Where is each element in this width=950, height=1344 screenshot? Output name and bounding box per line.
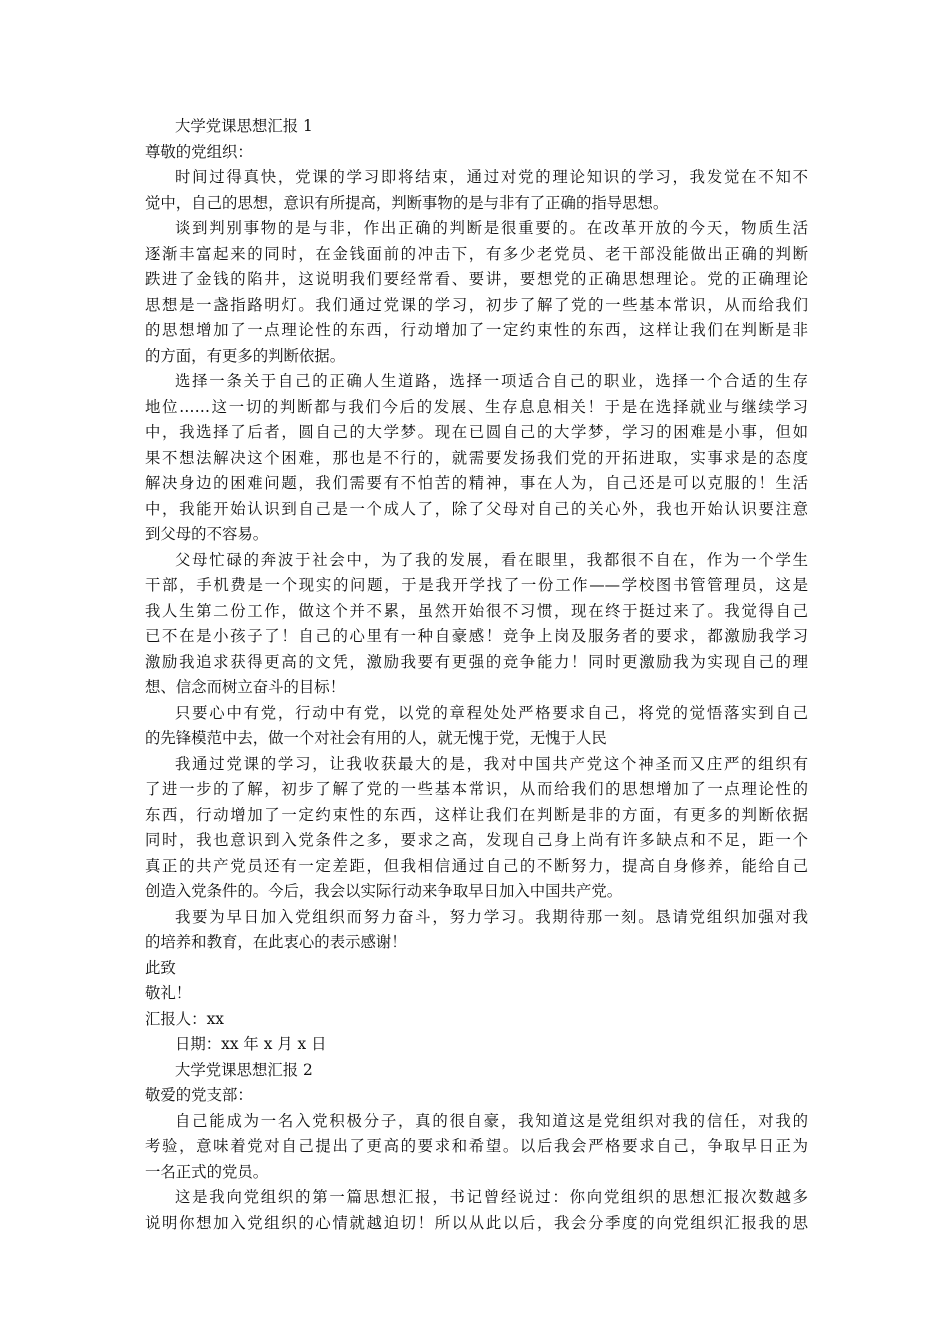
text-line: 已不在是小孩子了！自己的心里有一种自豪感！竞争上岗及服务者的要求，都激励我学习 <box>145 627 808 645</box>
text-line: 的思想增加了一点理论性的东西，行动增加了一定约束性的东西，这样让我们在判断是非 <box>145 321 808 339</box>
text-line: 到父母的不容易。 <box>145 525 269 543</box>
report2-paragraph-2 <box>145 1185 808 1236</box>
text-line: 了进一步的了解，初步了解了党的一些基本常识，从而给我们的思想增加了一点理论性的 <box>145 780 808 798</box>
text-line: 的培养和教育，在此衷心的表示感谢！ <box>145 933 407 951</box>
text-line: 同时，我也意识到入党条件之多，要求之高，发现自己身上尚有许多缺点和不足，距一个 <box>145 831 808 849</box>
text-line: 思想是一盏指路明灯。我们通过党课的学习，初步了解了党的一些基本常识，从而给我们 <box>145 295 808 314</box>
text-line: 跌进了金钱的陷井，这说明我们要经常看、要讲，要想党的正确思想理论。党的正确理论 <box>145 270 808 288</box>
report1-paragraph-2 <box>145 216 808 369</box>
text-line: 谈到判别事物的是与非，作出正确的判断是很重要的。在改革开放的今天，物质生活 <box>175 219 808 237</box>
text-line: 说明你想加入党组织的心情就越迫切！所以从此以后，我会分季度的向党组织汇报我的思 <box>145 1213 808 1232</box>
text-line: 中，我选择了后者，圆自己的大学梦。现在已圆自己的大学梦，学习的困难是小事，但如 <box>145 423 808 441</box>
text-line: 时间过得真快，党课的学习即将结束，通过对党的理论知识的学习，我发觉在不知不 <box>175 168 808 186</box>
report2-paragraph-1 <box>145 1109 808 1186</box>
text-line: 解决身边的困难问题，我们需要有不怕苦的精神，事在人为，自己还是可以克服的！生活 <box>145 474 808 492</box>
text-line: 觉中，自己的思想，意识有所提高，判断事物的是与非有了正确的指导思想。 <box>145 193 669 212</box>
text-line: 我通过党课的学习，让我收获最大的是，我对中国共产党这个神圣而又庄严的组织有 <box>175 754 808 773</box>
date-line: 日期：xx 年 x 月 x 日 <box>175 1035 327 1053</box>
text-line: 考验，意味着党对自己提出了更高的要求和希望。以后我会严格要求自己，争取早日正为 <box>145 1137 808 1155</box>
text-line: 逐渐丰富起来的同时，在金钱面前的冲击下，有多少老党员、老干部没能做出正确的判断 <box>145 244 808 263</box>
text-line: 这是我向党组织的第一篇思想汇报，书记曾经说过：你向党组织的思想汇报次数越多 <box>175 1188 808 1206</box>
text-line: 中，我能开始认识到自己是一个成人了，除了父母对自己的关心外，我也开始认识要注意 <box>145 499 808 518</box>
text-line: 我要为早日加入党组织而努力奋斗，努力学习。我期待那一刻。恳请党组织加强对我 <box>175 907 808 926</box>
report1-paragraph-1 <box>145 165 808 216</box>
report1-paragraph-3 <box>145 369 808 548</box>
text-line: 父母忙碌的奔波于社会中，为了我的发展，看在眼里，我都很不自在，作为一个学生 <box>175 550 808 569</box>
text-line: 的方面，有更多的判断依据。 <box>145 346 346 365</box>
text-line: 干部，手机费是一个现实的问题，于是我开学找了一份工作——学校图书管管理员，这是 <box>145 576 808 594</box>
report1-paragraph-6 <box>145 752 808 905</box>
report2-title: 大学党课思想汇报 2 <box>175 1060 313 1079</box>
text-line: 果不想法解决这个困难，那也是不行的，就需要发扬我们党的开拓进取，实事求是的态度 <box>145 448 808 467</box>
text-line: 想、信念而树立奋斗的目标！ <box>145 678 346 696</box>
text-line: 只要心中有党，行动中有党，以党的章程处处严格要求自己，将党的觉悟落实到自己 <box>175 703 808 722</box>
reporter-line: 汇报人：xx <box>145 1009 224 1028</box>
report1-paragraph-4 <box>145 548 808 701</box>
text-line: 自己能成为一名入党积极分子，真的很自豪，我知道这是党组织对我的信任，对我的 <box>175 1111 808 1130</box>
text-line: 创造入党条件的。今后，我会以实际行动来争取早日加入中国共产党。 <box>145 882 623 900</box>
document-page <box>145 114 808 1236</box>
text-line: 激励我追求获得更高的文凭，激励我要有更强的竞争能力！同时更激励我为实现自己的理 <box>145 652 808 671</box>
closing-line-1: 此致 <box>145 958 176 977</box>
report1-title: 大学党课思想汇报 1 <box>175 117 313 135</box>
text-line: 我人生第二份工作，做这个并不累，虽然开始很不习惯，现在终于挺过来了。我觉得自己 <box>145 601 808 620</box>
text-line: 真正的共产党员还有一定差距，但我相信通过自己的不断努力，提高自身修养，能给自己 <box>145 856 808 875</box>
text-line: 地位……这一切的判断都与我们今后的发展、生存息息相关！于是在选择就业与继续学习 <box>145 397 808 416</box>
text-line: 一名正式的党员。 <box>145 1162 269 1181</box>
report1-paragraph-7 <box>145 905 808 956</box>
report1-paragraph-5 <box>145 701 808 752</box>
report2-salutation: 敬爱的党支部： <box>145 1086 253 1104</box>
text-line: 选择一条关于自己的正确人生道路，选择一项适合自己的职业，选择一个合适的生存 <box>175 372 808 390</box>
text-line: 东西，行动增加了一定约束性的东西，这样让我们在判断是非的方面，有更多的判断依据 <box>145 805 808 824</box>
text-line: 的先锋模范中去，做一个对社会有用的人，就无愧于党，无愧于人民 <box>145 729 607 747</box>
report1-salutation: 尊敬的党组织： <box>145 142 253 161</box>
closing-line-2: 敬礼！ <box>145 984 192 1002</box>
